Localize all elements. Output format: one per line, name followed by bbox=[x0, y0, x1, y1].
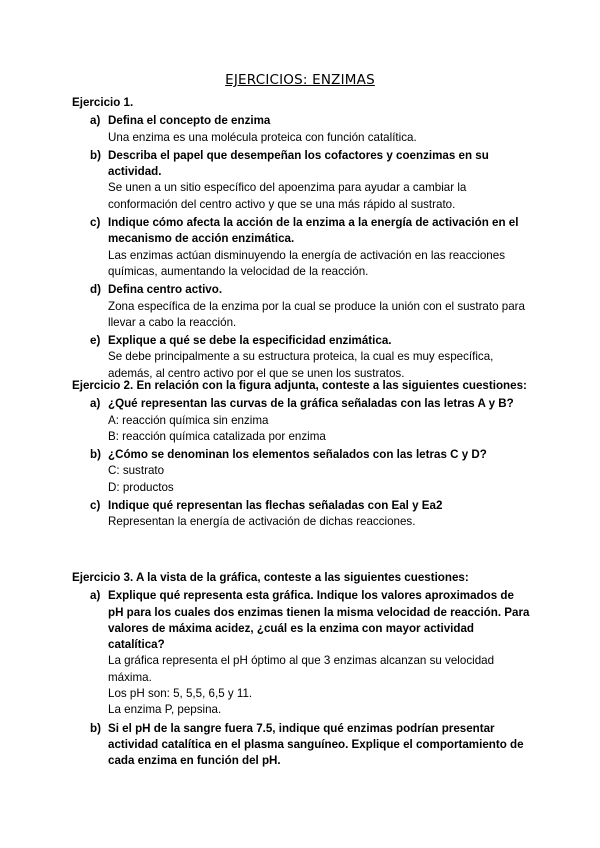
question-text: Explique qué representa esta gráfica. Indique los valores aproximados de pH para los cuales dos enzimas tienen la misma velocidad de reacción. Para valores de máxima acidez, ¿cuál es la enzima con mayor actividad catalítica? bbox=[108, 589, 530, 652]
answer-line: B: reacción química catalizada por enzima bbox=[108, 429, 326, 443]
question-item bbox=[72, 721, 532, 770]
answer-block bbox=[108, 463, 532, 496]
exercise-3 bbox=[72, 570, 532, 770]
question-letter: a) bbox=[90, 397, 101, 411]
question-text: Defina centro activo. bbox=[108, 283, 223, 297]
question-letter: e) bbox=[90, 334, 101, 348]
question-item bbox=[72, 113, 532, 146]
exercise-1 bbox=[72, 95, 532, 382]
exercise-2-heading: Ejercicio 2. En relación con la figura adjunta, conteste a las siguientes cuestiones: bbox=[72, 379, 527, 392]
question-letter: b) bbox=[90, 448, 101, 462]
question-text: Si el pH de la sangre fuera 7.5, indique qué enzimas podrían presentar actividad catalítica en el plasma sanguíneo. Explique el comportamiento de cada enzima en función del pH. bbox=[108, 721, 524, 768]
answer-line: C: sustrato bbox=[108, 464, 165, 478]
question-text: ¿Qué representan las curvas de la gráfica señaladas con las letras A y B? bbox=[108, 397, 514, 411]
question-text: ¿Cómo se denominan los elementos señalados con las letras C y D? bbox=[108, 448, 487, 462]
answer-line: D: productos bbox=[108, 480, 174, 494]
answer-block bbox=[108, 514, 532, 530]
answer-line: La gráfica representa el pH óptimo al que 3 enzimas alcanzan su velocidad máxima. bbox=[108, 654, 495, 684]
answer-block bbox=[108, 180, 532, 213]
question-letter: a) bbox=[90, 114, 101, 128]
page-title: EJERCICIOS: ENZIMAS bbox=[225, 72, 375, 88]
question-text: Indique qué representan las flechas señaladas con Eal y Ea2 bbox=[108, 499, 443, 513]
exercise-3-heading: Ejercicio 3. A la vista de la gráfica, conteste a las siguientes cuestiones: bbox=[72, 571, 469, 584]
answer-line: Los pH son: 5, 5,5, 6,5 y 11. bbox=[108, 687, 253, 701]
answer-line: Zona específica de la enzima por la cual se produce la unión con el sustrato para llevar a cabo la reacción. bbox=[108, 299, 525, 329]
question-item bbox=[72, 148, 532, 213]
question-item bbox=[72, 215, 532, 280]
answer-block bbox=[108, 299, 532, 332]
question-text: Explique a qué se debe la especificidad enzimática. bbox=[108, 334, 392, 348]
question-item bbox=[72, 447, 532, 496]
question-letter: b) bbox=[90, 721, 101, 735]
question-text: Defina el concepto de enzima bbox=[108, 114, 271, 128]
answer-block bbox=[108, 130, 532, 146]
exercise-2 bbox=[72, 378, 532, 531]
answer-line: Las enzimas actúan disminuyendo la energía de activación en las reacciones químicas, aumentando la velocidad de la reacción. bbox=[108, 248, 506, 278]
question-item bbox=[72, 333, 532, 382]
question-item bbox=[72, 588, 532, 718]
question-text: Describa el papel que desempeñan los cofactores y coenzimas en su actividad. bbox=[108, 148, 489, 179]
question-letter: a) bbox=[90, 589, 101, 603]
question-letter: b) bbox=[90, 148, 101, 162]
answer-block bbox=[108, 413, 532, 446]
answer-line: La enzima P, pepsina. bbox=[108, 703, 222, 717]
question-letter: c) bbox=[90, 216, 101, 230]
answer-line: A: reacción química sin enzima bbox=[108, 413, 269, 427]
answer-line: Se debe principalmente a su estructura proteica, la cual es muy específica, además, al centro activo por el que se unen los sustratos. bbox=[108, 350, 494, 380]
answer-line: Una enzima es una molécula proteica con función catalítica. bbox=[108, 130, 417, 144]
question-letter: c) bbox=[90, 499, 101, 513]
answer-line: Se unen a un sitio específico del apoenzima para ayudar a cambiar la conformación del centro activo y que se una más rápido al sustrato. bbox=[108, 181, 467, 211]
question-item bbox=[72, 282, 532, 331]
answer-line: Representan la energía de activación de dichas reacciones. bbox=[108, 515, 416, 529]
answer-block bbox=[108, 248, 532, 281]
answer-block bbox=[108, 653, 532, 718]
question-item bbox=[72, 396, 532, 445]
question-item bbox=[72, 498, 532, 531]
question-text: Indique cómo afecta la acción de la enzima a la energía de activación en el mecanismo de acción enzimática. bbox=[108, 216, 519, 246]
exercise-1-heading: Ejercicio 1. bbox=[72, 96, 134, 109]
question-letter: d) bbox=[90, 283, 101, 297]
